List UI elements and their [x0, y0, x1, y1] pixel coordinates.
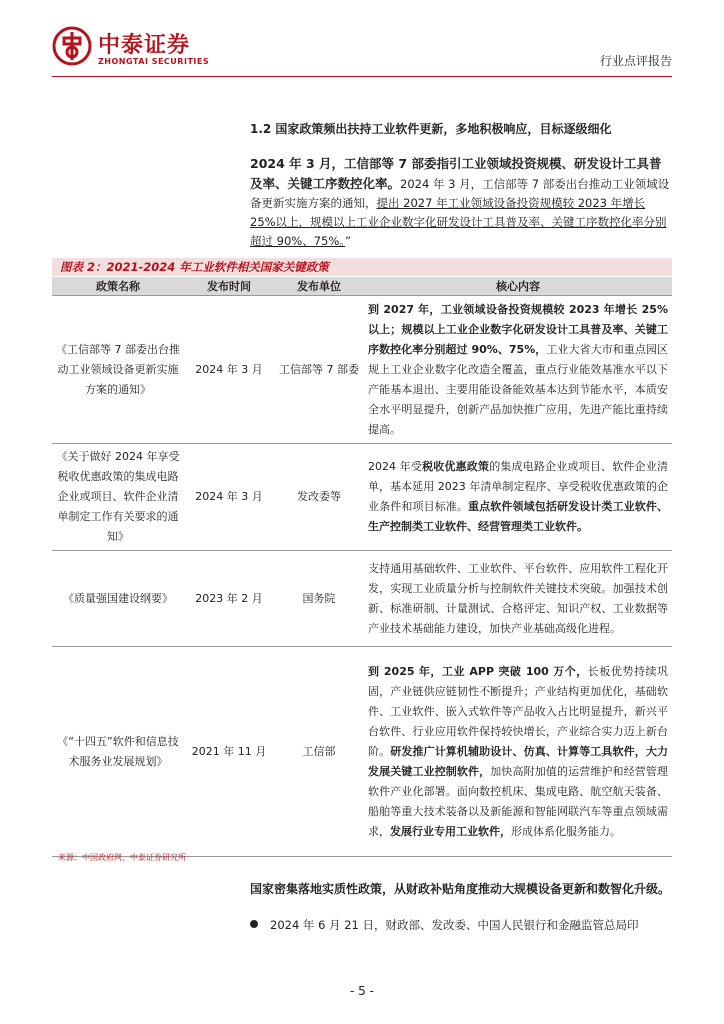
policy-unit: 发改委等: [274, 444, 364, 551]
table-row: [52, 647, 672, 857]
content-e: 发展行业专用工业软件，: [390, 824, 511, 838]
bullet-dot-icon: [250, 920, 258, 928]
policy-content: [364, 296, 672, 444]
policy-unit: 国务院: [274, 551, 364, 647]
content-c: 研发推广计算机辅助设计、仿真、计算等工具软件，大力发展关键工业控制软件，: [368, 744, 669, 778]
logo-text-en: ZHONGTAI SECURITIES: [98, 57, 210, 66]
content-a: 到 2025 年，工业 APP 突破 100 万个，: [368, 664, 588, 678]
table-header-row: [52, 277, 672, 296]
intro-bold: 2024 年 3 月，工信部等 7 部委指引工业领域投资规模、研发设计工具普及率、关键工序数控化率。: [250, 156, 662, 191]
page-header: [0, 0, 724, 80]
source-note: 来源：中国政府网、中泰证券研究所: [58, 853, 186, 862]
policy-date: 2021 年 11 月: [184, 647, 274, 857]
content-c: 的集成电路企业或项目、软件企业清单，基本延用 2023 年清单制定程序、享受税收优惠政策的企业条件和项目标准。: [368, 460, 668, 513]
policy-date: 2024 年 3 月: [184, 444, 274, 551]
zhongtai-logo-icon: [52, 26, 92, 66]
policy-date: 2024 年 3 月: [184, 296, 274, 444]
header-divider: [52, 76, 672, 77]
bullet-text: 2024 年 6 月 21 日，财政部、发改委、中国人民银行和金融监管总局印: [270, 918, 639, 932]
content-f: 形成体系化服务能力。: [511, 824, 621, 838]
policy-name: 《“十四五”软件和信息技术服务业发展规划》: [52, 647, 184, 857]
content-d: 加快高附加值的运营维护和经营管理软件产业化部署。面向数控机床、集成电路、航空航天装备、船舶等重大技术装备以及新能源和智能网联汽车等重点领域需求，: [368, 764, 669, 838]
intro-underline: 提出 2027 年工业领域设备投资规模较 2023 年增长 25%以上，规模以上工业企业数字化研发设计工具普及率、关键工序数控化率分别超过 90%、75%。: [250, 196, 667, 248]
intro-paragraph: [250, 154, 670, 251]
policy-unit: 工信部: [274, 647, 364, 857]
policy-table: [52, 277, 672, 857]
header-unit: 发布单位: [274, 277, 364, 296]
page-number: - 5 -: [350, 984, 374, 998]
policy-name: 《工信部等 7 部委出台推动工业领域设备更新实施方案的通知》: [52, 296, 184, 444]
content-a: 2024 年受: [368, 460, 423, 473]
section-title: 1.2 国家政策频出扶持工业软件更新，多地积极响应，目标逐级细化: [250, 122, 612, 136]
figure-title: 图表 2：2021-2024 年工业软件相关国家关键政策: [52, 258, 672, 276]
intro-end: ”: [345, 234, 351, 248]
policy-content: [364, 444, 672, 551]
policy-content: [364, 647, 672, 857]
content-bold: 到 2027 年，工业领域设备投资规模较 2023 年增长 25%以上；规模以上工业企业数字化研发设计工具普及率、关键工序数控化率分别超过 90%、75%，: [368, 302, 668, 356]
content-normal: 工业大省大市和重点园区规上工业企业数字化改造全覆盖，重点行业能效基准水平以下产能基本退出、主要用能设备能效基本达到节能水平，本质安全水平明显提升，创新产品加快推广应用，先进产能比重持续提高。: [368, 342, 668, 436]
content-b: 税收优惠政策: [422, 460, 490, 473]
header-policy-name: 政策名称: [52, 277, 184, 296]
policy-content: 支持通用基础软件、工业软件、平台软件、应用软件工程化开发，实现工业质量分析与控制软件关键技术突破。加强技术创新、标准研制、计量测试、合格评定、知识产权、工业数据等产业技术基础能力建设，加快产业基础高级化进程。: [364, 551, 672, 647]
content-d: 重点软件领域包括研发设计类工业软件、生产控制类工业软件、经营管理类工业软件。: [368, 500, 669, 533]
logo-text-cn: 中泰证券: [98, 33, 191, 58]
policy-paragraph: 国家密集落地实质性政策，从财政补贴角度推动大规模设备更新和数智化升级。: [250, 882, 671, 896]
table-row: [52, 296, 672, 444]
content-b: 长板优势持续巩固，产业链供应链韧性不断提升；产业结构更加优化，基础软件、工业软件、嵌入式软件等产品收入占比明显提升，新兴平台软件、行业应用软件保持较快增长，产业综合实力迈上新台阶。: [368, 664, 668, 758]
policy-unit: 工信部等 7 部委: [274, 296, 364, 444]
header-date: 发布时间: [184, 277, 274, 296]
table-row: [52, 444, 672, 551]
intro-normal: 2024 年 3 月，工信部等 7 部委出台推动工业领域设备更新实施方案的通知，: [250, 177, 670, 210]
header-content: 核心内容: [364, 277, 672, 296]
policy-name: 《质量强国建设纲要》: [52, 551, 184, 647]
policy-date: 2023 年 2 月: [184, 551, 274, 647]
bullet-item: [250, 916, 670, 935]
report-type: 行业点评报告: [599, 54, 672, 68]
policy-name: 《关于做好 2024 年享受税收优惠政策的集成电路企业或项目、软件企业清单制定工作有关要求的通知》: [52, 444, 184, 551]
table-row: [52, 551, 672, 647]
